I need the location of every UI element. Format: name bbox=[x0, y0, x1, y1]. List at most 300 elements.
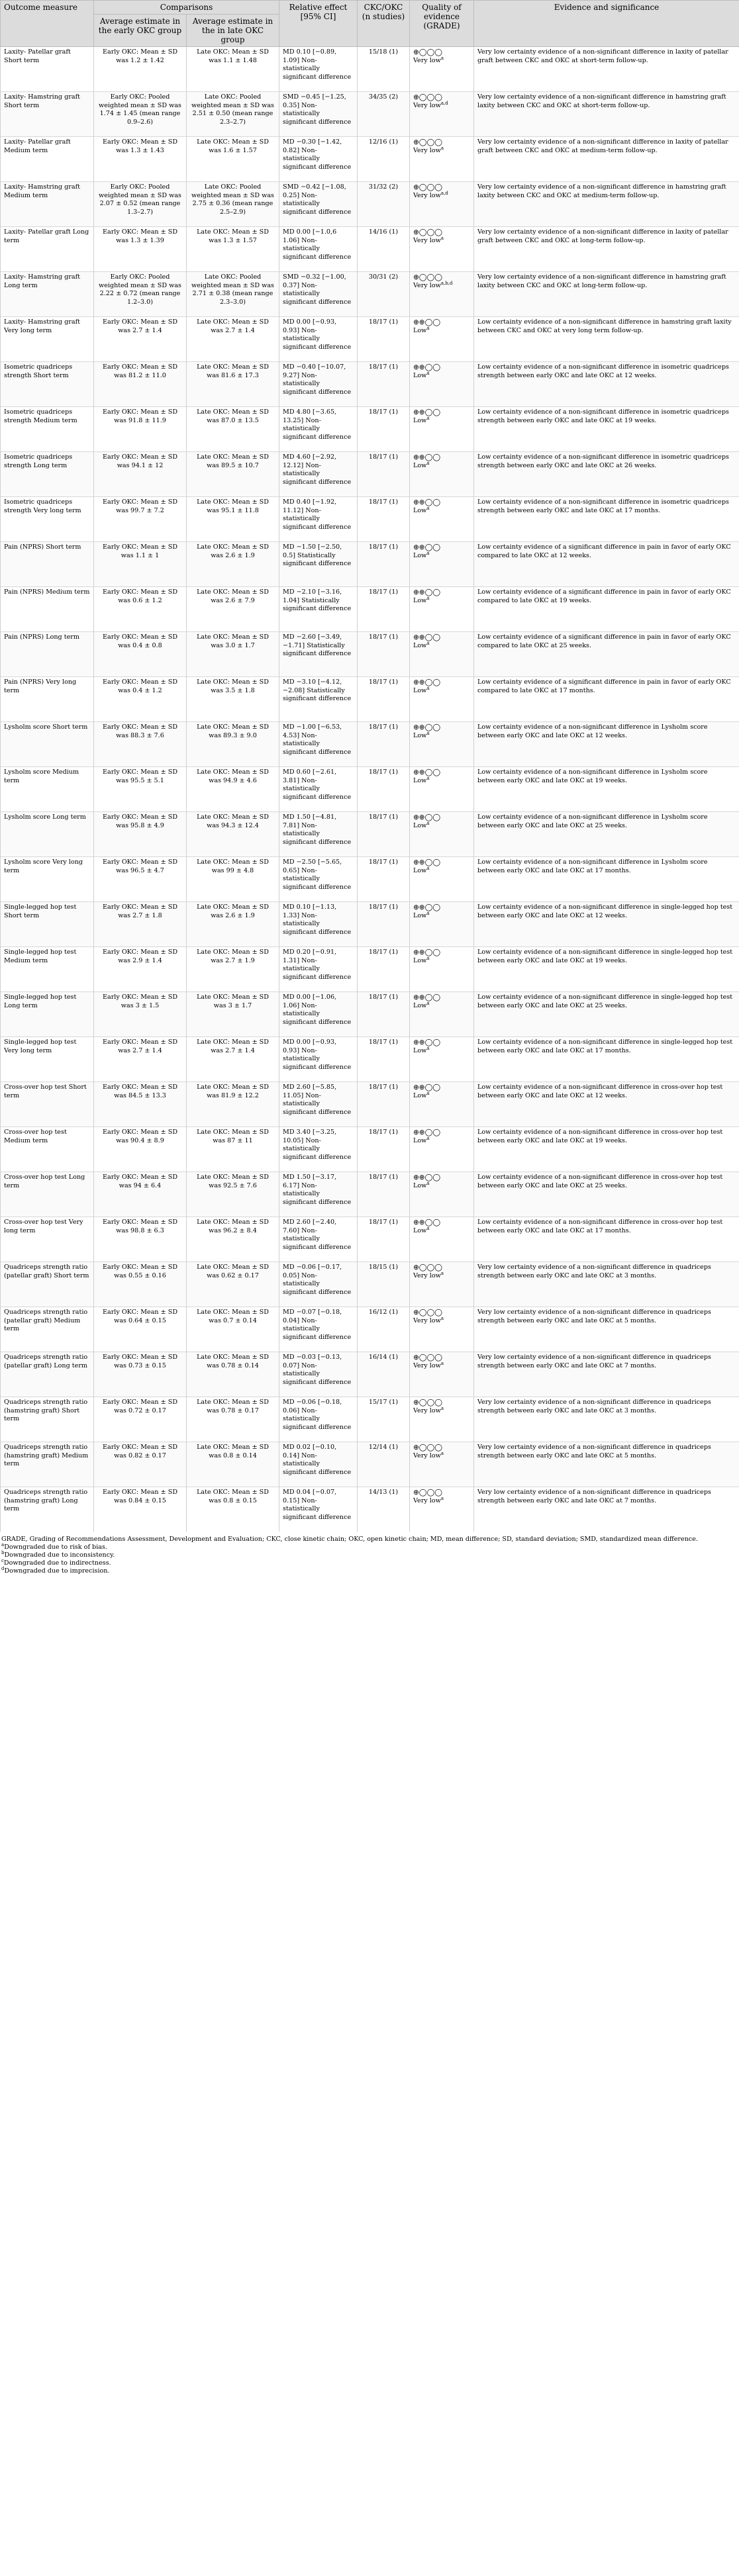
cell-late-okc: Late OKC: Mean ± SD was 2.6 ± 1.9 bbox=[187, 542, 279, 587]
grade-certainty-icon: ⊕⊕◯◯ bbox=[413, 408, 441, 416]
cell-outcome: Lysholm score Very long term bbox=[1, 857, 94, 902]
grade-footnote-mark: a,b,d bbox=[440, 280, 453, 286]
cell-quality bbox=[410, 1262, 474, 1307]
grade-label: Low bbox=[413, 506, 427, 514]
grade-certainty-icon: ⊕◯◯◯ bbox=[413, 183, 443, 191]
cell-ckc-okc: 12/16 (1) bbox=[358, 137, 410, 182]
cell-late-okc: Late OKC: Mean ± SD was 0.78 ± 0.17 bbox=[187, 1397, 279, 1442]
cell-relative-effect: MD 0.00 [−0.93, 0.93] Non-statistically significant difference bbox=[279, 1037, 358, 1082]
cell-quality bbox=[410, 767, 474, 812]
cell-quality bbox=[410, 407, 474, 452]
grade-label: Low bbox=[413, 911, 427, 919]
grade-label: Low bbox=[413, 731, 427, 739]
grade-footnote-mark: a bbox=[426, 820, 430, 826]
cell-early-okc: Early OKC: Mean ± SD was 0.4 ± 1.2 bbox=[94, 677, 187, 722]
cell-evidence: Very low certainty evidence of a non-significant difference in laxity of patellar graft between CKC and OKC at long-term follow-up. bbox=[474, 227, 739, 272]
cell-ckc-okc: 18/17 (1) bbox=[358, 1172, 410, 1217]
cell-quality bbox=[410, 1172, 474, 1217]
cell-relative-effect: MD 0.40 [−1.92, 11.12] Non-statistically significant difference bbox=[279, 497, 358, 542]
cell-early-okc: Early OKC: Mean ± SD was 2.7 ± 1.4 bbox=[94, 317, 187, 362]
cell-relative-effect: MD 0.10 [−0.89, 1.09] Non-statistically significant difference bbox=[279, 47, 358, 92]
cell-relative-effect: MD 1.50 [−4.81, 7.81] Non-statistically significant difference bbox=[279, 812, 358, 857]
cell-outcome: Cross-over hop test Long term bbox=[1, 1172, 94, 1217]
cell-relative-effect: MD 0.20 [−0.91, 1.31] Non-statistically significant difference bbox=[279, 947, 358, 992]
grade-footnote-mark: a bbox=[426, 730, 430, 736]
cell-outcome: Pain (NPRS) Very long term bbox=[1, 677, 94, 722]
cell-relative-effect: MD −0.07 [−0.18, 0.04] Non-statistically significant difference bbox=[279, 1307, 358, 1352]
cell-evidence: Low certainty evidence of a non-significant difference in hamstring graft laxity between CKC and OKC at very long term follow-up. bbox=[474, 317, 739, 362]
cell-outcome: Quadriceps strength ratio (hamstring graft) Medium term bbox=[1, 1442, 94, 1487]
cell-late-okc: Late OKC: Mean ± SD was 3.0 ± 1.7 bbox=[187, 632, 279, 677]
cell-early-okc: Early OKC: Mean ± SD was 1.2 ± 1.42 bbox=[94, 47, 187, 92]
cell-quality bbox=[410, 47, 474, 92]
grade-footnote-mark: a,d bbox=[440, 190, 448, 196]
cell-evidence: Low certainty evidence of a non-significant difference in isometric quadriceps strength between early OKC and late OKC at 19 weeks. bbox=[474, 407, 739, 452]
grade-certainty-icon: ⊕⊕◯◯ bbox=[413, 363, 441, 371]
cell-ckc-okc: 18/15 (1) bbox=[358, 1262, 410, 1307]
cell-late-okc: Late OKC: Mean ± SD was 81.9 ± 12.2 bbox=[187, 1082, 279, 1127]
cell-outcome: Laxity- Patellar graft Long term bbox=[1, 227, 94, 272]
grade-label: Low bbox=[413, 551, 427, 559]
cell-evidence: Low certainty evidence of a non-significant difference in cross-over hop test between early OKC and late OKC at 19 weeks. bbox=[474, 1127, 739, 1172]
cell-evidence: Very low certainty evidence of a non-significant difference in quadriceps strength between early OKC and late OKC at 7 months. bbox=[474, 1487, 739, 1532]
cell-ckc-okc: 18/17 (1) bbox=[358, 407, 410, 452]
grade-footnote-mark: a bbox=[426, 325, 430, 331]
table-row bbox=[1, 92, 739, 137]
cell-late-okc: Late OKC: Mean ± SD was 96.2 ± 8.4 bbox=[187, 1217, 279, 1262]
cell-outcome: Laxity- Patellar graft Short term bbox=[1, 47, 94, 92]
grade-label: Low bbox=[413, 596, 427, 604]
grade-footnote-mark: a bbox=[426, 910, 430, 916]
cell-late-okc: Late OKC: Mean ± SD was 81.6 ± 17.3 bbox=[187, 362, 279, 407]
cell-ckc-okc: 14/16 (1) bbox=[358, 227, 410, 272]
cell-outcome: Lysholm score Medium term bbox=[1, 767, 94, 812]
grade-label: Very low bbox=[413, 1451, 441, 1459]
grade-label: Low bbox=[413, 1046, 427, 1054]
table-row bbox=[1, 947, 739, 992]
cell-late-okc: Late OKC: Mean ± SD was 3.5 ± 1.8 bbox=[187, 677, 279, 722]
cell-evidence: Low certainty evidence of a non-significant difference in isometric quadriceps strength between early OKC and late OKC at 12 weeks. bbox=[474, 362, 739, 407]
cell-ckc-okc: 18/17 (1) bbox=[358, 1082, 410, 1127]
table-row bbox=[1, 857, 739, 902]
grade-certainty-icon: ⊕⊕◯◯ bbox=[413, 1038, 441, 1046]
grade-footnote-mark: a bbox=[426, 640, 430, 646]
table-row bbox=[1, 137, 739, 182]
grade-footnote-mark: a bbox=[440, 1315, 444, 1321]
cell-late-okc: Late OKC: Mean ± SD was 3 ± 1.7 bbox=[187, 992, 279, 1037]
table-row bbox=[1, 1487, 739, 1532]
grade-label: Low bbox=[413, 461, 427, 469]
cell-ckc-okc: 31/32 (2) bbox=[358, 182, 410, 227]
cell-quality bbox=[410, 722, 474, 767]
cell-quality bbox=[410, 632, 474, 677]
grade-footnote-mark: a bbox=[440, 1495, 444, 1501]
table-row bbox=[1, 1442, 739, 1487]
cell-late-okc: Late OKC: Mean ± SD was 94.9 ± 4.6 bbox=[187, 767, 279, 812]
cell-ckc-okc: 15/17 (1) bbox=[358, 1397, 410, 1442]
grade-certainty-icon: ⊕⊕◯◯ bbox=[413, 1173, 441, 1181]
table-row bbox=[1, 1262, 739, 1307]
table-row bbox=[1, 497, 739, 542]
cell-outcome: Quadriceps strength ratio (patellar graft) Medium term bbox=[1, 1307, 94, 1352]
table-row bbox=[1, 317, 739, 362]
grade-label: Very low bbox=[413, 101, 441, 109]
table-row bbox=[1, 812, 739, 857]
grade-footnote-mark: a,d bbox=[440, 100, 448, 106]
grade-footnote-mark: a bbox=[440, 145, 444, 151]
cell-outcome: Laxity- Hamstring graft Long term bbox=[1, 272, 94, 317]
cell-outcome: Quadriceps strength ratio (patellar graft) Short term bbox=[1, 1262, 94, 1307]
cell-evidence: Low certainty evidence of a non-significant difference in Lysholm score between early OKC and late OKC at 19 weeks. bbox=[474, 767, 739, 812]
cell-late-okc: Late OKC: Mean ± SD was 0.8 ± 0.14 bbox=[187, 1442, 279, 1487]
cell-relative-effect: MD 4.80 [−3.65, 13.25] Non-statistically significant difference bbox=[279, 407, 358, 452]
footnote-d: $^d$Downgraded due to imprecision. bbox=[1, 1565, 110, 1575]
cell-quality bbox=[410, 947, 474, 992]
header-early-okc: Average estimate in the early OKC group bbox=[94, 15, 187, 47]
grade-certainty-icon: ⊕◯◯◯ bbox=[413, 48, 443, 56]
cell-quality bbox=[410, 1307, 474, 1352]
grade-label: Very low bbox=[413, 236, 441, 244]
cell-evidence: Very low certainty evidence of a non-significant difference in quadriceps strength between early OKC and late OKC at 3 months. bbox=[474, 1397, 739, 1442]
cell-relative-effect: MD −0.06 [−0.18, 0.06] Non-statistically significant difference bbox=[279, 1397, 358, 1442]
cell-relative-effect: MD −2.50 [−5.65, 0.65] Non-statistically significant difference bbox=[279, 857, 358, 902]
cell-outcome: Pain (NPRS) Short term bbox=[1, 542, 94, 587]
grade-label: Low bbox=[413, 326, 427, 334]
cell-relative-effect: MD 2.60 [−5.85, 11.05] Non-statistically significant difference bbox=[279, 1082, 358, 1127]
cell-quality bbox=[410, 452, 474, 497]
table-row bbox=[1, 1127, 739, 1172]
cell-outcome: Laxity- Patellar graft Medium term bbox=[1, 137, 94, 182]
cell-ckc-okc: 18/17 (1) bbox=[358, 857, 410, 902]
grade-certainty-icon: ⊕◯◯◯ bbox=[413, 228, 443, 236]
header-relative-effect: Relative effect [95% CI] bbox=[279, 1, 358, 47]
cell-late-okc: Late OKC: Mean ± SD was 1.3 ± 1.57 bbox=[187, 227, 279, 272]
cell-late-okc: Late OKC: Pooled weighted mean ± SD was 2.51 ± 0.50 (mean range 2.3–2.7) bbox=[187, 92, 279, 137]
cell-late-okc: Late OKC: Mean ± SD was 1.6 ± 1.57 bbox=[187, 137, 279, 182]
table-row bbox=[1, 407, 739, 452]
grade-certainty-icon: ⊕⊕◯◯ bbox=[413, 1128, 441, 1136]
grade-label: Very low bbox=[413, 1361, 441, 1369]
cell-quality bbox=[410, 587, 474, 632]
cell-quality bbox=[410, 677, 474, 722]
cell-outcome: Cross-over hop test Medium term bbox=[1, 1127, 94, 1172]
table-row bbox=[1, 227, 739, 272]
table-row bbox=[1, 452, 739, 497]
cell-ckc-okc: 18/17 (1) bbox=[358, 542, 410, 587]
cell-ckc-okc: 16/14 (1) bbox=[358, 1352, 410, 1397]
cell-early-okc: Early OKC: Mean ± SD was 0.72 ± 0.17 bbox=[94, 1397, 187, 1442]
table-body bbox=[1, 47, 739, 1532]
cell-relative-effect: MD 0.02 [−0.10, 0.14] Non-statistically significant difference bbox=[279, 1442, 358, 1487]
grade-certainty-icon: ⊕◯◯◯ bbox=[413, 273, 443, 281]
cell-early-okc: Early OKC: Mean ± SD was 98.8 ± 6.3 bbox=[94, 1217, 187, 1262]
cell-outcome: Laxity- Hamstring graft Medium term bbox=[1, 182, 94, 227]
cell-quality bbox=[410, 1442, 474, 1487]
grade-certainty-icon: ⊕⊕◯◯ bbox=[413, 1219, 441, 1226]
cell-outcome: Isometric quadriceps strength Short term bbox=[1, 362, 94, 407]
cell-ckc-okc: 18/17 (1) bbox=[358, 992, 410, 1037]
cell-late-okc: Late OKC: Mean ± SD was 2.7 ± 1.4 bbox=[187, 317, 279, 362]
header-quality: Quality of evidence (GRADE) bbox=[410, 1, 474, 47]
table-row bbox=[1, 1037, 739, 1082]
cell-evidence: Low certainty evidence of a non-significant difference in Lysholm score between early OKC and late OKC at 25 weeks. bbox=[474, 812, 739, 857]
cell-relative-effect: MD 1.50 [−3.17, 6.17] Non-statistically significant difference bbox=[279, 1172, 358, 1217]
cell-ckc-okc: 18/17 (1) bbox=[358, 1037, 410, 1082]
cell-early-okc: Early OKC: Pooled weighted mean ± SD was 2.07 ± 0.52 (mean range 1.3–2.7) bbox=[94, 182, 187, 227]
cell-outcome: Cross-over hop test Short term bbox=[1, 1082, 94, 1127]
header-late-okc: Average estimate in the in late OKC group bbox=[187, 15, 279, 47]
cell-early-okc: Early OKC: Mean ± SD was 1.3 ± 1.43 bbox=[94, 137, 187, 182]
cell-evidence: Low certainty evidence of a non-significant difference in cross-over hop test between early OKC and late OKC at 17 months. bbox=[474, 1217, 739, 1262]
cell-late-okc: Late OKC: Pooled weighted mean ± SD was 2.71 ± 0.38 (mean range 2.3–3.0) bbox=[187, 272, 279, 317]
cell-evidence: Very low certainty evidence of a non-significant difference in laxity of patellar graft between CKC and OKC at short-term follow-up. bbox=[474, 47, 739, 92]
cell-evidence: Very low certainty evidence of a non-significant difference in hamstring graft laxity between CKC and OKC at short-term follow-up. bbox=[474, 92, 739, 137]
cell-ckc-okc: 18/17 (1) bbox=[358, 632, 410, 677]
table-row bbox=[1, 1397, 739, 1442]
cell-early-okc: Early OKC: Mean ± SD was 0.73 ± 0.15 bbox=[94, 1352, 187, 1397]
cell-evidence: Low certainty evidence of a significant difference in pain in favor of early OKC compared to late OKC at 17 months. bbox=[474, 677, 739, 722]
grade-footnote-mark: a bbox=[426, 1090, 430, 1096]
cell-outcome: Pain (NPRS) Medium term bbox=[1, 587, 94, 632]
grade-label: Low bbox=[413, 1181, 427, 1189]
cell-late-okc: Late OKC: Mean ± SD was 87.0 ± 13.5 bbox=[187, 407, 279, 452]
grade-label: Low bbox=[413, 1226, 427, 1234]
grade-footnote-mark: a bbox=[426, 415, 430, 421]
grade-certainty-icon: ⊕⊕◯◯ bbox=[413, 678, 441, 686]
cell-ckc-okc: 15/18 (1) bbox=[358, 47, 410, 92]
grade-label: Low bbox=[413, 371, 427, 379]
table-row bbox=[1, 992, 739, 1037]
header-evidence: Evidence and significance bbox=[474, 1, 739, 47]
grade-label: Low bbox=[413, 1001, 427, 1009]
cell-ckc-okc: 18/17 (1) bbox=[358, 1127, 410, 1172]
grade-label: Low bbox=[413, 866, 427, 874]
cell-evidence: Very low certainty evidence of a non-significant difference in quadriceps strength between early OKC and late OKC at 5 months. bbox=[474, 1442, 739, 1487]
table-row bbox=[1, 767, 739, 812]
cell-evidence: Low certainty evidence of a non-significant difference in single-legged hop test between early OKC and late OKC at 12 weeks. bbox=[474, 902, 739, 947]
cell-early-okc: Early OKC: Mean ± SD was 1.1 ± 1 bbox=[94, 542, 187, 587]
cell-late-okc: Late OKC: Mean ± SD was 2.7 ± 1.4 bbox=[187, 1037, 279, 1082]
cell-relative-effect: MD −2.60 [−3.49, −1.71] Statistically significant difference bbox=[279, 632, 358, 677]
cell-relative-effect: SMD −0.42 [−1.08, 0.25] Non-statistically significant difference bbox=[279, 182, 358, 227]
cell-relative-effect: MD 0.00 [−0.93, 0.93] Non-statistically significant difference bbox=[279, 317, 358, 362]
grade-label: Low bbox=[413, 821, 427, 829]
cell-outcome: Single-legged hop test Very long term bbox=[1, 1037, 94, 1082]
cell-quality bbox=[410, 272, 474, 317]
cell-late-okc: Late OKC: Mean ± SD was 0.78 ± 0.14 bbox=[187, 1352, 279, 1397]
cell-early-okc: Early OKC: Mean ± SD was 2.7 ± 1.8 bbox=[94, 902, 187, 947]
grade-footnote-mark: a bbox=[426, 595, 430, 601]
cell-early-okc: Early OKC: Mean ± SD was 2.7 ± 1.4 bbox=[94, 1037, 187, 1082]
cell-evidence: Very low certainty evidence of a non-significant difference in quadriceps strength between early OKC and late OKC at 5 months. bbox=[474, 1307, 739, 1352]
cell-ckc-okc: 18/17 (1) bbox=[358, 902, 410, 947]
grade-label: Very low bbox=[413, 1271, 441, 1279]
cell-quality bbox=[410, 497, 474, 542]
table-row bbox=[1, 1082, 739, 1127]
cell-evidence: Low certainty evidence of a non-significant difference in single-legged hop test between early OKC and late OKC at 17 months. bbox=[474, 1037, 739, 1082]
table-row bbox=[1, 722, 739, 767]
cell-early-okc: Early OKC: Pooled weighted mean ± SD was 1.74 ± 1.45 (mean range 0.9–2.6) bbox=[94, 92, 187, 137]
cell-early-okc: Early OKC: Mean ± SD was 81.2 ± 11.0 bbox=[94, 362, 187, 407]
cell-early-okc: Early OKC: Mean ± SD was 96.5 ± 4.7 bbox=[94, 857, 187, 902]
cell-early-okc: Early OKC: Pooled weighted mean ± SD was 2.22 ± 0.72 (mean range 1.2–3.0) bbox=[94, 272, 187, 317]
grade-label: Low bbox=[413, 641, 427, 649]
cell-quality bbox=[410, 1397, 474, 1442]
cell-early-okc: Early OKC: Mean ± SD was 88.3 ± 7.6 bbox=[94, 722, 187, 767]
cell-evidence: Low certainty evidence of a non-significant difference in cross-over hop test between early OKC and late OKC at 25 weeks. bbox=[474, 1172, 739, 1217]
cell-early-okc: Early OKC: Mean ± SD was 95.8 ± 4.9 bbox=[94, 812, 187, 857]
table-row bbox=[1, 47, 739, 92]
cell-late-okc: Late OKC: Pooled weighted mean ± SD was 2.75 ± 0.36 (mean range 2.5–2.9) bbox=[187, 182, 279, 227]
header-comparisons: Comparisons bbox=[94, 1, 279, 15]
grade-certainty-icon: ⊕⊕◯◯ bbox=[413, 1083, 441, 1091]
cell-relative-effect: MD −0.06 [−0.17, 0.05] Non-statistically significant difference bbox=[279, 1262, 358, 1307]
cell-evidence: Low certainty evidence of a significant difference in pain in favor of early OKC compared to late OKC at 19 weeks. bbox=[474, 587, 739, 632]
grade-certainty-icon: ⊕◯◯◯ bbox=[413, 93, 443, 101]
abbreviations-note: GRADE, Grading of Recommendations Assessment, Development and Evaluation; CKC, close kinetic chain; OKC, open kinetic chain; MD, mean difference; SD, standard deviation; SMD, standardized mean difference. bbox=[1, 1536, 698, 1543]
cell-relative-effect: MD 0.04 [−0.07, 0.15] Non-statistically significant difference bbox=[279, 1487, 358, 1532]
grade-footnote-mark: a bbox=[426, 370, 430, 376]
cell-outcome: Cross-over hop test Very long term bbox=[1, 1217, 94, 1262]
cell-early-okc: Early OKC: Mean ± SD was 3 ± 1.5 bbox=[94, 992, 187, 1037]
grade-label: Low bbox=[413, 416, 427, 424]
cell-ckc-okc: 18/17 (1) bbox=[358, 812, 410, 857]
table-row bbox=[1, 632, 739, 677]
table-row bbox=[1, 1352, 739, 1397]
cell-outcome: Single-legged hop test Long term bbox=[1, 992, 94, 1037]
cell-evidence: Low certainty evidence of a non-significant difference in single-legged hop test between early OKC and late OKC at 25 weeks. bbox=[474, 992, 739, 1037]
cell-ckc-okc: 16/12 (1) bbox=[358, 1307, 410, 1352]
cell-relative-effect: MD −1.00 [−6.53, 4.53] Non-statistically significant difference bbox=[279, 722, 358, 767]
cell-outcome: Quadriceps strength ratio (hamstring graft) Long term bbox=[1, 1487, 94, 1532]
cell-evidence: Low certainty evidence of a significant difference in pain in favor of early OKC compared to late OKC at 12 weeks. bbox=[474, 542, 739, 587]
cell-relative-effect: MD 0.00 [−1.06, 1.06] Non-statistically significant difference bbox=[279, 992, 358, 1037]
grade-footnote-mark: a bbox=[426, 1135, 430, 1141]
table-row bbox=[1, 1307, 739, 1352]
cell-early-okc: Early OKC: Mean ± SD was 90.4 ± 8.9 bbox=[94, 1127, 187, 1172]
footnote-a: $^a$Downgraded due to risk of bias. bbox=[1, 1541, 107, 1551]
grade-certainty-icon: ⊕⊕◯◯ bbox=[413, 723, 441, 731]
cell-relative-effect: MD 4.60 [−2.92, 12.12] Non-statistically significant difference bbox=[279, 452, 358, 497]
grade-footnote-mark: a bbox=[440, 1270, 444, 1276]
cell-early-okc: Early OKC: Mean ± SD was 91.8 ± 11.9 bbox=[94, 407, 187, 452]
cell-evidence: Very low certainty evidence of a non-significant difference in laxity of patellar graft between CKC and OKC at medium-term follow-up. bbox=[474, 137, 739, 182]
cell-relative-effect: MD −3.10 [−4.12, −2.08] Statistically significant difference bbox=[279, 677, 358, 722]
grade-label: Very low bbox=[413, 1496, 441, 1504]
table-footnotes bbox=[0, 1532, 739, 1575]
cell-evidence: Low certainty evidence of a non-significant difference in Lysholm score between early OKC and late OKC at 12 weeks. bbox=[474, 722, 739, 767]
cell-relative-effect: MD −0.03 [−0.13, 0.07] Non-statistically significant difference bbox=[279, 1352, 358, 1397]
cell-quality bbox=[410, 1487, 474, 1532]
cell-quality bbox=[410, 857, 474, 902]
cell-outcome: Isometric quadriceps strength Long term bbox=[1, 452, 94, 497]
cell-late-okc: Late OKC: Mean ± SD was 0.62 ± 0.17 bbox=[187, 1262, 279, 1307]
footnote-c: $^c$Downgraded due to indirectness. bbox=[1, 1557, 111, 1567]
cell-ckc-okc: 18/17 (1) bbox=[358, 947, 410, 992]
table-row bbox=[1, 587, 739, 632]
grade-certainty-icon: ⊕⊕◯◯ bbox=[413, 813, 441, 821]
cell-outcome: Single-legged hop test Medium term bbox=[1, 947, 94, 992]
cell-outcome: Laxity- Hamstring graft Short term bbox=[1, 92, 94, 137]
footnote-b: $^b$Downgraded due to inconsistency. bbox=[1, 1549, 115, 1559]
grade-footnote-mark: a bbox=[426, 1045, 430, 1051]
cell-evidence: Low certainty evidence of a non-significant difference in isometric quadriceps strength between early OKC and late OKC at 26 weeks. bbox=[474, 452, 739, 497]
cell-late-okc: Late OKC: Mean ± SD was 87 ± 11 bbox=[187, 1127, 279, 1172]
grade-certainty-icon: ⊕⊕◯◯ bbox=[413, 768, 441, 776]
grade-footnote-mark: a bbox=[426, 955, 430, 961]
cell-late-okc: Late OKC: Mean ± SD was 99 ± 4.8 bbox=[187, 857, 279, 902]
cell-quality bbox=[410, 1082, 474, 1127]
cell-quality bbox=[410, 1127, 474, 1172]
cell-outcome: Isometric quadriceps strength Medium term bbox=[1, 407, 94, 452]
cell-ckc-okc: 18/17 (1) bbox=[358, 767, 410, 812]
table-row bbox=[1, 1172, 739, 1217]
cell-relative-effect: MD 3.40 [−3.25, 10.05] Non-statistically significant difference bbox=[279, 1127, 358, 1172]
cell-quality bbox=[410, 137, 474, 182]
cell-quality bbox=[410, 182, 474, 227]
cell-evidence: Very low certainty evidence of a non-significant difference in quadriceps strength between early OKC and late OKC at 3 months. bbox=[474, 1262, 739, 1307]
table-row bbox=[1, 542, 739, 587]
grade-footnote-mark: a bbox=[440, 1360, 444, 1366]
grade-footnote-mark: a bbox=[426, 505, 430, 511]
cell-late-okc: Late OKC: Mean ± SD was 92.5 ± 7.6 bbox=[187, 1172, 279, 1217]
cell-late-okc: Late OKC: Mean ± SD was 94.3 ± 12.4 bbox=[187, 812, 279, 857]
cell-ckc-okc: 18/17 (1) bbox=[358, 722, 410, 767]
cell-late-okc: Late OKC: Mean ± SD was 1.1 ± 1.48 bbox=[187, 47, 279, 92]
table-row bbox=[1, 182, 739, 227]
cell-quality bbox=[410, 362, 474, 407]
grade-label: Very low bbox=[413, 56, 441, 64]
cell-outcome: Laxity- Hamstring graft Very long term bbox=[1, 317, 94, 362]
grade-certainty-icon: ⊕⊕◯◯ bbox=[413, 633, 441, 641]
cell-early-okc: Early OKC: Mean ± SD was 84.5 ± 13.3 bbox=[94, 1082, 187, 1127]
cell-outcome: Quadriceps strength ratio (patellar graft) Long term bbox=[1, 1352, 94, 1397]
cell-ckc-okc: 30/31 (2) bbox=[358, 272, 410, 317]
table-row bbox=[1, 902, 739, 947]
table-row bbox=[1, 362, 739, 407]
header-ckc-okc: CKC/OKC (n studies) bbox=[358, 1, 410, 47]
cell-evidence: Low certainty evidence of a non-significant difference in single-legged hop test between early OKC and late OKC at 19 weeks. bbox=[474, 947, 739, 992]
cell-relative-effect: MD −0.40 [−10.07, 9.27] Non-statistically significant difference bbox=[279, 362, 358, 407]
cell-relative-effect: MD −0.30 [−1.42, 0.82] Non-statistically significant difference bbox=[279, 137, 358, 182]
grade-certainty-icon: ⊕⊕◯◯ bbox=[413, 903, 441, 911]
grade-certainty-icon: ⊕⊕◯◯ bbox=[413, 948, 441, 956]
cell-quality bbox=[410, 317, 474, 362]
cell-relative-effect: MD −2.10 [−3.16, 1.04] Statistically significant difference bbox=[279, 587, 358, 632]
grade-footnote-mark: a bbox=[440, 55, 444, 61]
grade-footnote-mark: a bbox=[426, 1225, 430, 1231]
cell-quality bbox=[410, 227, 474, 272]
cell-relative-effect: SMD −0.32 [−1.00, 0.37] Non-statistically significant difference bbox=[279, 272, 358, 317]
cell-early-okc: Early OKC: Mean ± SD was 94 ± 6.4 bbox=[94, 1172, 187, 1217]
cell-quality bbox=[410, 902, 474, 947]
table-row bbox=[1, 1217, 739, 1262]
grade-certainty-icon: ⊕⊕◯◯ bbox=[413, 858, 441, 866]
cell-late-okc: Late OKC: Mean ± SD was 95.1 ± 11.8 bbox=[187, 497, 279, 542]
cell-outcome: Quadriceps strength ratio (hamstring graft) Short term bbox=[1, 1397, 94, 1442]
cell-early-okc: Early OKC: Mean ± SD was 0.64 ± 0.15 bbox=[94, 1307, 187, 1352]
grade-certainty-icon: ⊕⊕◯◯ bbox=[413, 543, 441, 551]
cell-quality bbox=[410, 1217, 474, 1262]
grade-certainty-icon: ⊕⊕◯◯ bbox=[413, 993, 441, 1001]
cell-evidence: Very low certainty evidence of a non-significant difference in quadriceps strength between early OKC and late OKC at 7 months. bbox=[474, 1352, 739, 1397]
cell-evidence: Low certainty evidence of a non-significant difference in Lysholm score between early OKC and late OKC at 17 months. bbox=[474, 857, 739, 902]
grade-footnote-mark: a bbox=[426, 1000, 430, 1006]
grade-footnote-mark: a bbox=[426, 775, 430, 781]
cell-relative-effect: MD 0.00 [−1.0,6 1.06] Non-statistically significant difference bbox=[279, 227, 358, 272]
cell-early-okc: Early OKC: Mean ± SD was 0.4 ± 0.8 bbox=[94, 632, 187, 677]
cell-evidence: Very low certainty evidence of a non-significant difference in hamstring graft laxity between CKC and OKC at medium-term follow-up. bbox=[474, 182, 739, 227]
